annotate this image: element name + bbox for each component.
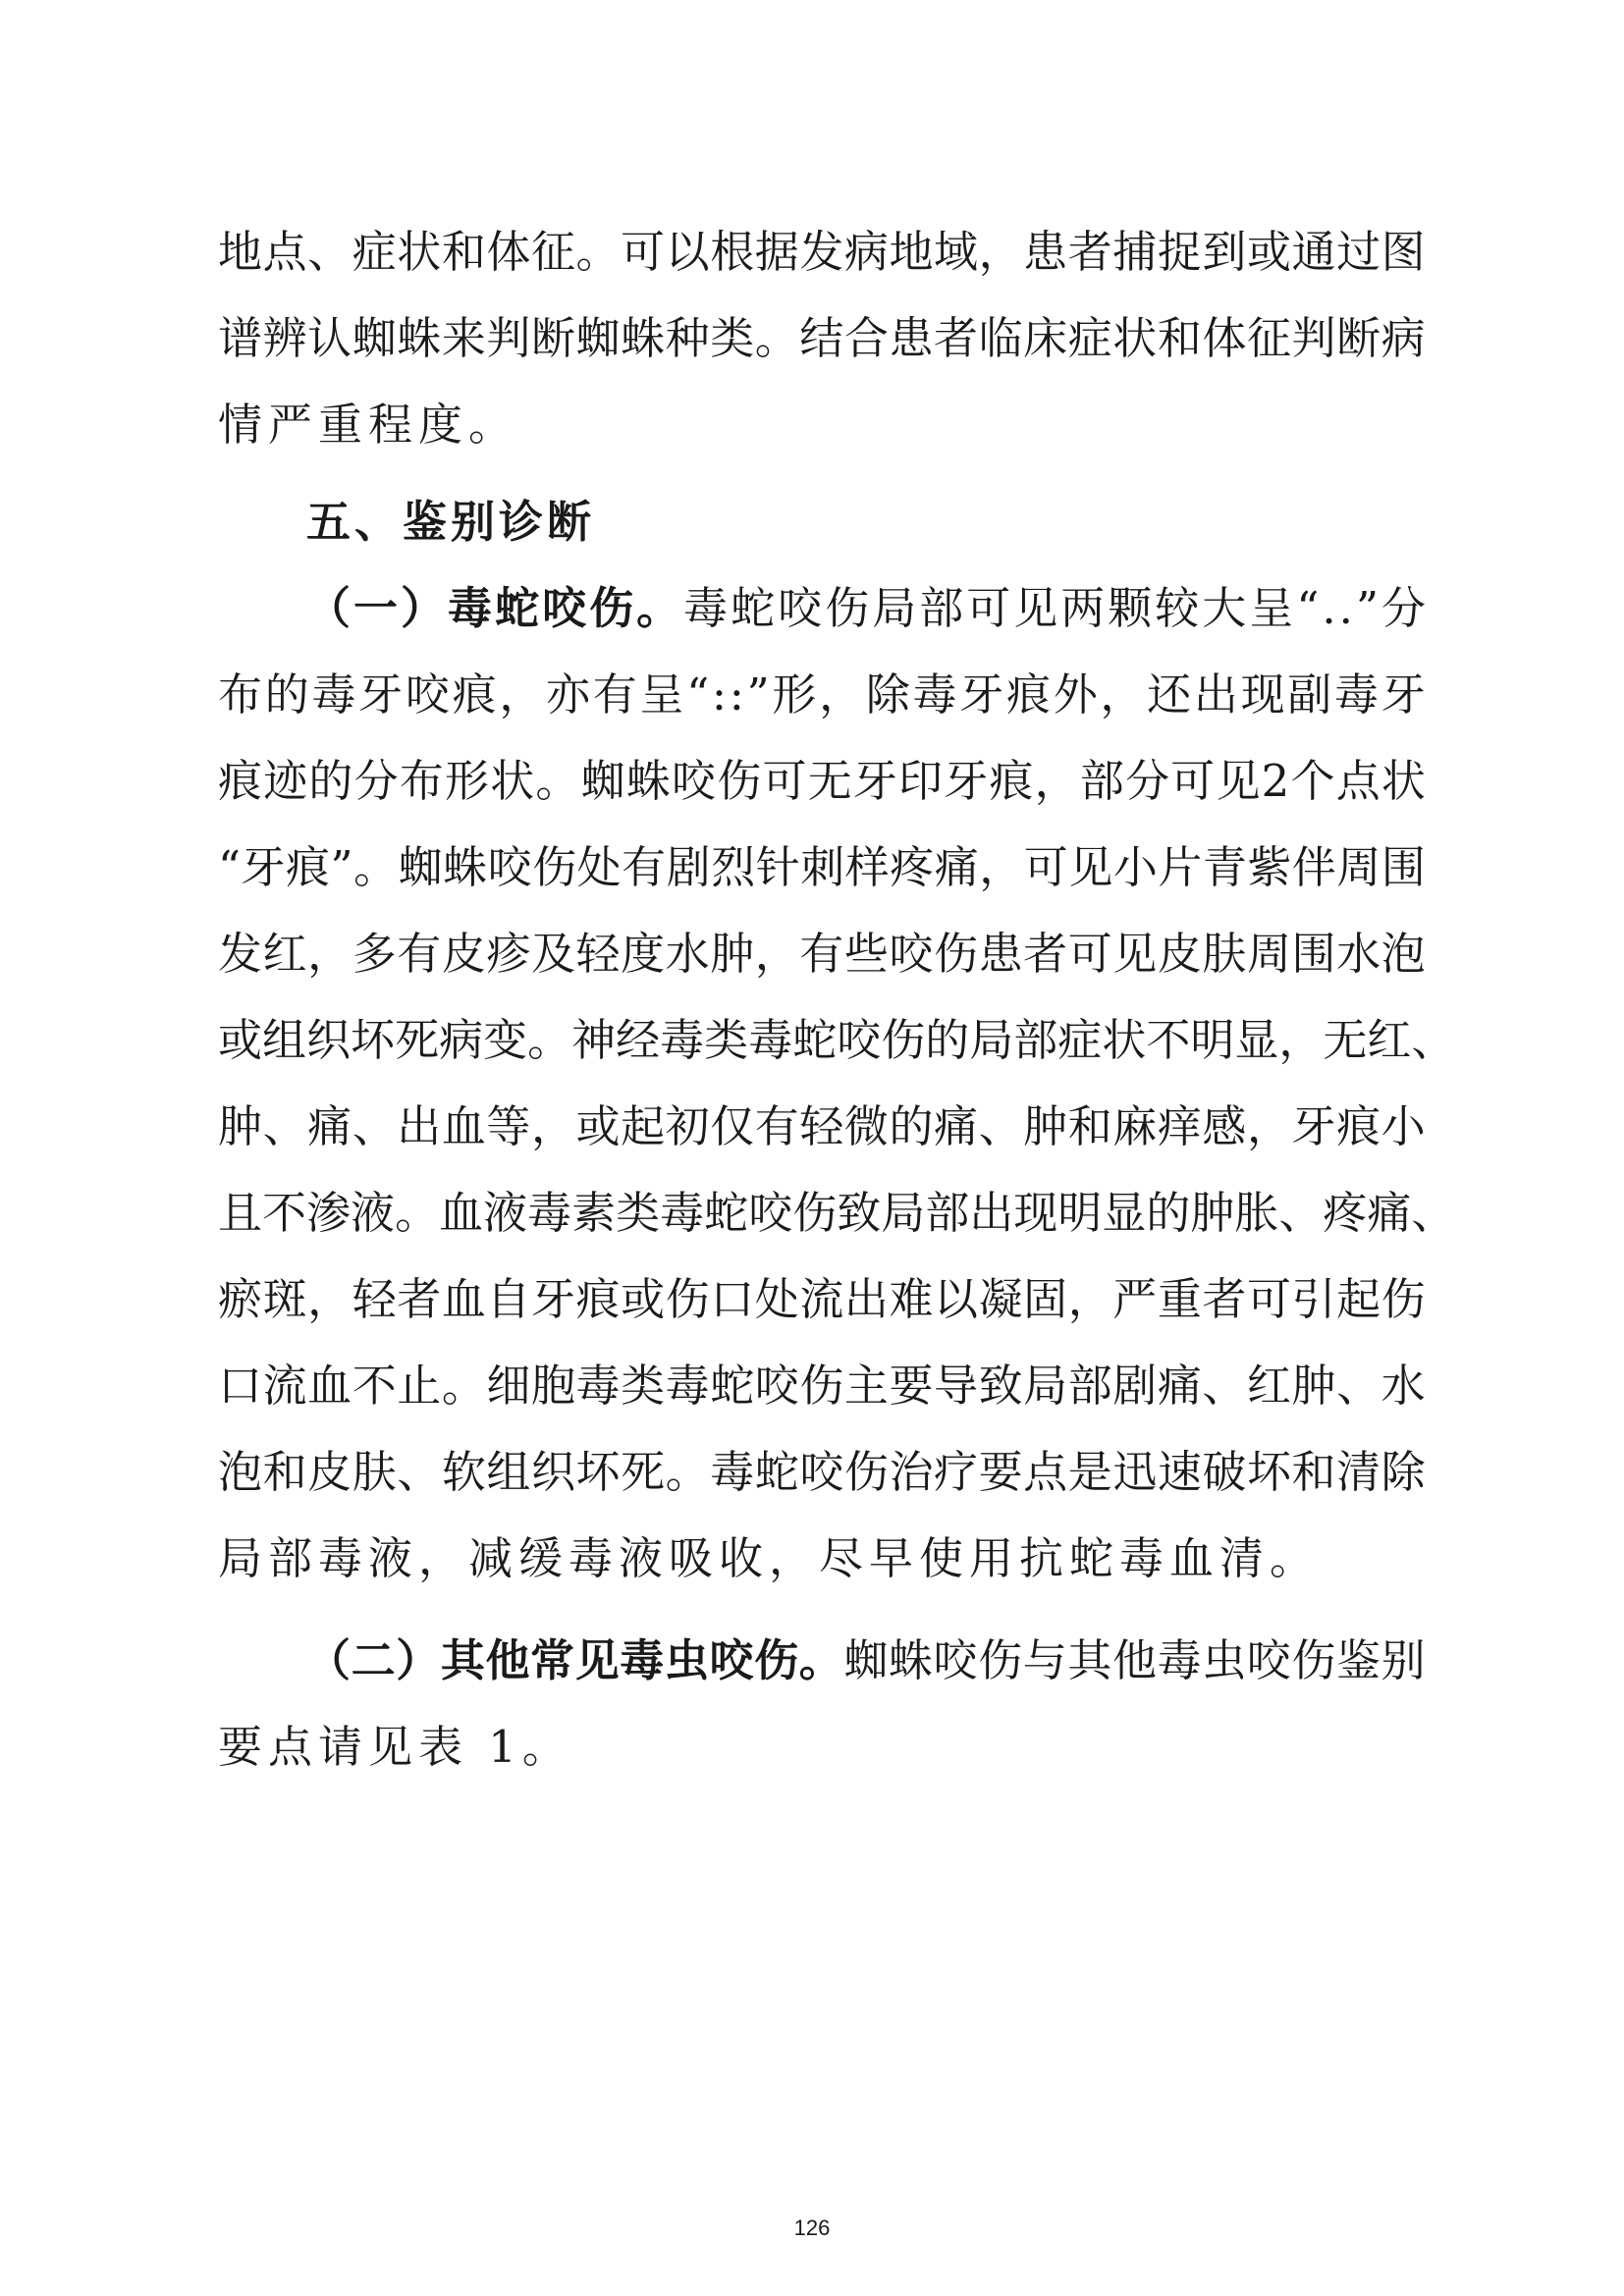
para1-line-1: （ 一 ） 毒 蛇 咬 伤 。 毒 蛇 咬 伤 局 部 可 见 两 颗 较 大 呈 “ . . ” 分: [306, 582, 1426, 634]
intro-line-3: [218, 396, 1426, 454]
para2-line-2: [218, 1718, 1426, 1777]
para1-line-7: 肿 、 痛 、 出 血 等 ， 或 起 初 仅 有 轻 微 的 痛 、 肿 和 麻 痒 感 ， 牙 痕 小: [218, 1100, 1426, 1152]
text-line: 要点请见表 1。: [218, 1721, 572, 1773]
para1-line-12: [218, 1529, 1426, 1588]
para1-line-6: 或 组 织 坏 死 病 变 。 神 经 毒 类 毒 蛇 咬 伤 的 局 部 症 状 不 明 显 ， 无 红 、: [218, 1014, 1456, 1066]
intro-line-1: 地 点 、 症 状 和 体 征 。 可 以 根 据 发 病 地 域 ， 患 者 捕 捉 到 或 通 过 图: [218, 226, 1426, 278]
para2-line-1: （ 二 ） 其 他 常 见 毒 虫 咬 伤 。 蜘 蛛 咬 伤 与 其 他 毒 虫 咬 伤 鉴 别: [306, 1634, 1426, 1686]
para1-line-3: 痕 迹 的 分 布 形 状 。 蜘 蛛 咬 伤 可 无 牙 印 牙 痕 ， 部 分 可 见 2 个 点 状: [218, 755, 1426, 807]
text-line: 局部毒液，减缓毒液吸收，尽早使用抗蛇毒血清。: [218, 1532, 1321, 1584]
para1-line-4: “ 牙 痕 ” 。 蜘 蛛 咬 伤 处 有 剧 烈 针 刺 样 疼 痛 ， 可 见 小 片 青 紫 伴 周 围: [218, 841, 1426, 893]
text-line: 情严重程度。: [218, 399, 519, 451]
page-number: 126: [793, 2216, 831, 2240]
para1-line-2: 布 的 毒 牙 咬 痕 ， 亦 有 呈 “ : : ” 形 ， 除 毒 牙 痕 外 ， 还 出 现 副 毒 牙: [218, 668, 1426, 721]
section-heading: 五、鉴别诊断: [306, 496, 596, 548]
intro-line-2: 谱 辨 认 蜘 蛛 来 判 断 蜘 蛛 种 类 。 结 合 患 者 临 床 症 状 和 体 征 判 断 病: [218, 312, 1426, 364]
para1-line-10: 口 流 血 不 止 。 细 胞 毒 类 毒 蛇 咬 伤 主 要 导 致 局 部 剧 痛 、 红 肿 、 水: [218, 1360, 1426, 1412]
para1-line-5: 发 红 ， 多 有 皮 疹 及 轻 度 水 肿 ， 有 些 咬 伤 患 者 可 见 皮 肤 周 围 水 泡: [218, 928, 1426, 980]
para1-line-11: 泡 和 皮 肤 、 软 组 织 坏 死 。 毒 蛇 咬 伤 治 疗 要 点 是 迅 速 破 坏 和 清 除: [218, 1446, 1426, 1498]
para1-line-9: 瘀 斑 ， 轻 者 血 自 牙 痕 或 伤 口 处 流 出 难 以 凝 固 ， 严 重 者 可 引 起 伤: [218, 1273, 1426, 1325]
para1-line-8: 且 不 渗 液 。 血 液 毒 素 类 毒 蛇 咬 伤 致 局 部 出 现 明 显 的 肿 胀 、 疼 痛 、: [218, 1187, 1456, 1239]
